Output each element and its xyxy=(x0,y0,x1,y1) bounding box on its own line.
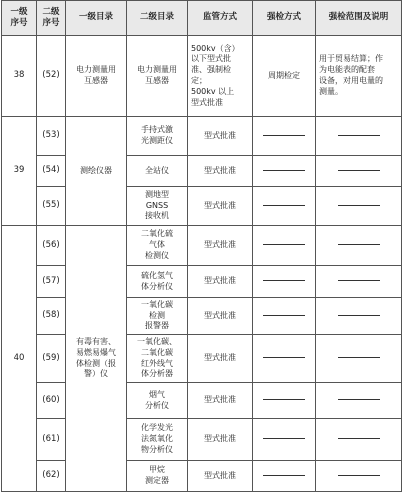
table-row xyxy=(2,383,402,419)
header-level1-no: 一级 序号 xyxy=(2,1,37,36)
level2-no-cell: (58) xyxy=(37,298,66,335)
scope-cell: 用于贸易结算；作 为电能表的配套 设备，对用电量的 测量。 xyxy=(316,36,402,117)
supervision-cell: 型式批准 xyxy=(188,383,253,419)
level2-directory-cell: 一氧化碳、 二氧化碳 红外线气 体分析器 xyxy=(127,335,188,383)
level2-no-cell: (52) xyxy=(37,36,66,117)
level1-directory-cell: 测绘仪器 xyxy=(66,117,127,226)
header-check-method: 强检方式 xyxy=(253,1,316,36)
supervision-cell: 型式批准 xyxy=(188,117,253,156)
level2-no-cell: (57) xyxy=(37,266,66,298)
level1-directory-cell: 有毒有害、 易燃易爆气 体检测（报 警）仪 xyxy=(66,226,127,492)
check-method-cell xyxy=(253,156,316,187)
level2-no-cell: (60) xyxy=(37,383,66,419)
dash-line xyxy=(263,357,305,358)
dash-line xyxy=(263,205,305,206)
supervision-cell: 型式批准 xyxy=(188,298,253,335)
dash-line xyxy=(338,135,380,136)
dash-line xyxy=(338,438,380,439)
check-method-cell xyxy=(253,266,316,298)
table-row xyxy=(2,419,402,461)
supervision-cell: 型式批准 xyxy=(188,266,253,298)
table-row xyxy=(2,461,402,492)
check-method-cell xyxy=(253,187,316,226)
scope-cell xyxy=(316,266,402,298)
check-method-cell: 周期检定 xyxy=(253,36,316,117)
level2-no-cell: (54) xyxy=(37,156,66,187)
level2-no-cell: (61) xyxy=(37,419,66,461)
level2-directory-cell: 烟气 分析仪 xyxy=(127,383,188,419)
check-method-cell xyxy=(253,383,316,419)
supervision-cell: 型式批准 xyxy=(188,226,253,266)
scope-cell xyxy=(316,298,402,335)
supervision-cell: 型式批准 xyxy=(188,187,253,226)
table-row xyxy=(2,298,402,335)
table-header-row xyxy=(2,1,402,36)
scope-cell xyxy=(316,335,402,383)
check-method-cell xyxy=(253,419,316,461)
dash-line xyxy=(338,399,380,400)
level2-no-cell: (59) xyxy=(37,335,66,383)
level2-directory-cell: 测地型 GNSS 接收机 xyxy=(127,187,188,226)
dash-line xyxy=(263,244,305,245)
level2-directory-cell: 甲烷 测定器 xyxy=(127,461,188,492)
level1-no-cell: 38 xyxy=(2,36,37,117)
level2-no-cell: (56) xyxy=(37,226,66,266)
scope-cell xyxy=(316,226,402,266)
table-row xyxy=(2,36,402,117)
check-method-cell xyxy=(253,117,316,156)
dash-line xyxy=(263,315,305,316)
level2-no-cell: (53) xyxy=(37,117,66,156)
level2-directory-cell: 硫化氢气 体分析仪 xyxy=(127,266,188,298)
dash-line xyxy=(338,205,380,206)
header-level2-no: 二级 序号 xyxy=(37,1,66,36)
level2-directory-cell: 手持式激 光测距仪 xyxy=(127,117,188,156)
header-level1-dir: 一级目录 xyxy=(66,1,127,36)
level2-directory-cell: 全站仪 xyxy=(127,156,188,187)
level2-directory-cell: 二氧化硫 气体 检测仪 xyxy=(127,226,188,266)
scope-cell xyxy=(316,156,402,187)
supervision-cell: 型式批准 xyxy=(188,419,253,461)
dash-line xyxy=(338,357,380,358)
scope-cell xyxy=(316,187,402,226)
check-method-cell xyxy=(253,461,316,492)
level2-directory-cell: 一氧化碳 检测 报警器 xyxy=(127,298,188,335)
check-method-cell xyxy=(253,226,316,266)
dash-line xyxy=(338,315,380,316)
dash-line xyxy=(263,399,305,400)
check-method-cell xyxy=(253,298,316,335)
scope-cell xyxy=(316,461,402,492)
scope-cell xyxy=(316,383,402,419)
level2-directory-cell: 电力测量用 互感器 xyxy=(127,36,188,117)
dash-line xyxy=(263,170,305,171)
dash-line xyxy=(263,475,305,476)
table-row xyxy=(2,156,402,187)
scope-cell xyxy=(316,117,402,156)
table-row xyxy=(2,187,402,226)
dash-line xyxy=(338,475,380,476)
level1-directory-cell: 电力测量用 互感器 xyxy=(66,36,127,117)
level2-directory-cell: 化学发光 法氮氧化 物分析仪 xyxy=(127,419,188,461)
dash-line xyxy=(263,280,305,281)
level1-no-cell: 39 xyxy=(2,117,37,226)
table-row xyxy=(2,266,402,298)
level2-no-cell: (55) xyxy=(37,187,66,226)
dash-line xyxy=(338,244,380,245)
table-row xyxy=(2,117,402,156)
check-method-cell xyxy=(253,335,316,383)
table-row xyxy=(2,335,402,383)
header-supervision: 监管方式 xyxy=(188,1,253,36)
measurement-instrument-table xyxy=(1,0,402,492)
supervision-cell: 500kv（含） 以下型式批 准、强制检 定； 500kv 以上 型式批准 xyxy=(188,36,253,117)
dash-line xyxy=(263,135,305,136)
supervision-cell: 型式批准 xyxy=(188,156,253,187)
header-level2-dir: 二级目录 xyxy=(127,1,188,36)
table-row xyxy=(2,226,402,266)
dash-line xyxy=(338,280,380,281)
scope-cell xyxy=(316,419,402,461)
header-scope: 强检范围及说明 xyxy=(316,1,402,36)
dash-line xyxy=(338,170,380,171)
supervision-cell: 型式批准 xyxy=(188,335,253,383)
dash-line xyxy=(263,438,305,439)
level1-no-cell: 40 xyxy=(2,226,37,492)
supervision-cell: 型式批准 xyxy=(188,461,253,492)
level2-no-cell: (62) xyxy=(37,461,66,492)
